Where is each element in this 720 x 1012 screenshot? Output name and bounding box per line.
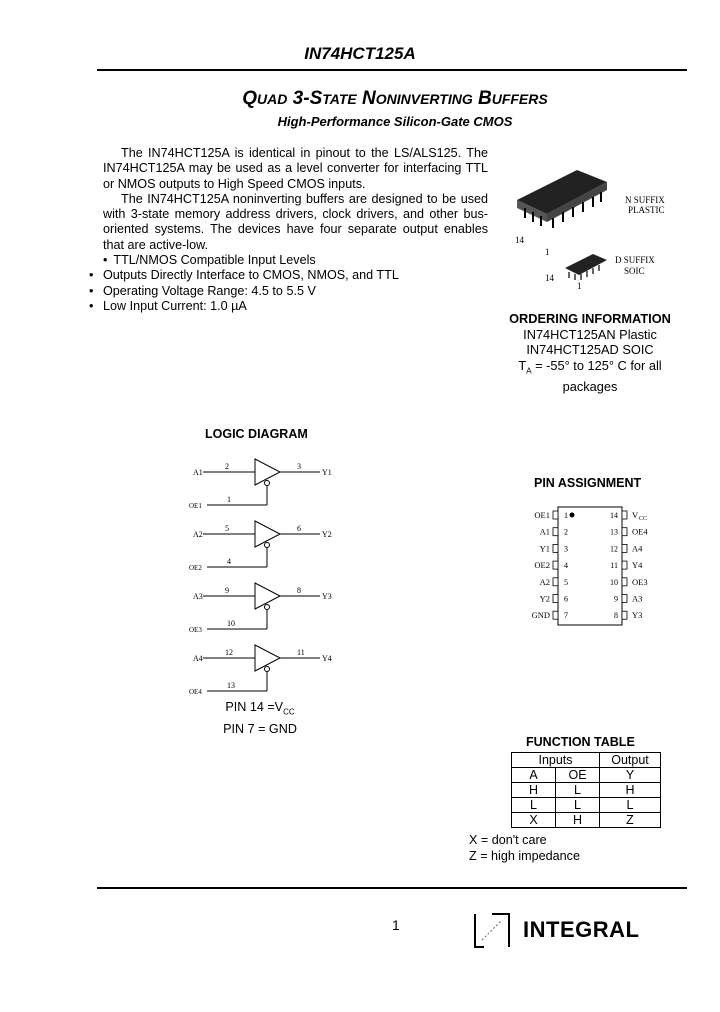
n-suffix-label: N SUFFIX <box>625 195 665 205</box>
ordering-line: IN74HCT125AD SOIC <box>526 342 654 357</box>
pin-right <box>610 527 648 537</box>
d-suffix-label: D SUFFIX <box>615 255 655 265</box>
enable-bubble <box>265 481 270 486</box>
enable-bubble <box>265 667 270 672</box>
table-cell: X <box>512 813 556 828</box>
d-type-label: SOIC <box>624 266 645 276</box>
output-header: Output <box>600 753 661 768</box>
dip-pin1-label: 1 <box>545 247 550 257</box>
pin-name: OE3 <box>632 576 648 587</box>
title-part: Q <box>242 88 258 109</box>
ordering-info <box>490 311 690 394</box>
pin14-note <box>205 699 315 721</box>
pin-number: 10 <box>610 577 618 587</box>
table-cell: L <box>512 798 556 813</box>
pin-right <box>610 510 647 522</box>
pin-number: 13 <box>610 527 618 537</box>
table-row <box>512 783 661 798</box>
dip-pin14-label: 14 <box>515 235 524 245</box>
title-part: N <box>356 88 376 109</box>
title-part: B <box>472 88 492 109</box>
pin-assignment-diagram <box>520 505 670 627</box>
enable-bubble <box>265 605 270 610</box>
header-rule <box>97 69 687 71</box>
col-a: A <box>512 768 556 783</box>
title-part: 3-S <box>287 88 323 109</box>
pin-name: OE4 <box>632 526 648 537</box>
gate-output-pin: 11 <box>297 648 305 657</box>
pin-left <box>540 527 568 537</box>
function-table-heading: FUNCTION TABLE <box>526 735 635 749</box>
pin-name: OE2 <box>534 560 550 571</box>
ordering-line: packages <box>562 378 618 394</box>
bullet: • <box>89 268 94 283</box>
gate-enable-pin: 4 <box>227 557 231 566</box>
description-para2: The IN74HCT125A noninverting buffers are designed to be used with 3-state memory address drivers, clock drivers, and other bus-oriented systems. The devices have four separate output enables that are active-low. <box>103 191 488 252</box>
subtitle: High-Performance Silicon-Gate CMOS <box>277 114 513 129</box>
pin-number: 9 <box>614 594 618 604</box>
title-part: UFFERS <box>491 91 548 107</box>
temp-sub: A <box>526 366 532 376</box>
bullet: • <box>89 298 94 313</box>
part-number-header: IN74HCT125A <box>304 44 416 63</box>
pin14-sub: CC <box>283 707 295 717</box>
inputs-header: Inputs <box>512 753 600 768</box>
col-y: Y <box>600 768 661 783</box>
pin-number: 4 <box>564 561 568 571</box>
page-number: 1 <box>392 917 400 933</box>
pin-number: 7 <box>564 611 568 621</box>
gate-input-label: A2 <box>193 530 203 539</box>
function-legend <box>469 833 580 864</box>
table-cell: H <box>512 783 556 798</box>
gate-input-pin: 2 <box>225 462 229 471</box>
pin-right <box>610 577 648 587</box>
title-part: UAD <box>257 91 288 107</box>
gate-output-pin: 8 <box>297 586 301 595</box>
logic-diagram-heading: LOGIC DIAGRAM <box>205 427 308 441</box>
ordering-line: IN74HCT125AN Plastic <box>523 326 657 342</box>
gate-enable-label: OE3 <box>189 626 202 634</box>
table-cell: L <box>600 798 661 813</box>
table-column-row <box>512 768 661 783</box>
table-cell: H <box>556 813 600 828</box>
gate-input-label: A4 <box>193 654 203 663</box>
ordering-temp <box>490 358 690 379</box>
dip-package-icon <box>517 170 607 228</box>
feature-text: Outputs Directly Interface to CMOS, NMOS, and TTL <box>103 268 399 283</box>
pin-number: 5 <box>564 577 568 587</box>
table-cell: H <box>600 783 661 798</box>
pin-name: A1 <box>539 526 550 537</box>
pin-number: 1 <box>564 511 568 520</box>
col-oe: OE <box>556 768 600 783</box>
pin-number: 12 <box>610 544 618 554</box>
pin-assignment-heading: PIN ASSIGNMENT <box>534 476 642 490</box>
title-part: TATE <box>322 91 357 107</box>
gate-enable-label: OE2 <box>189 564 202 572</box>
feature-item <box>89 283 488 299</box>
pin-left <box>534 510 568 520</box>
pin-name-sub: CC <box>639 516 648 522</box>
pin-name: GND <box>531 610 550 621</box>
pin-name: A2 <box>539 576 550 587</box>
table-row <box>512 798 661 813</box>
gate-input-label: A3 <box>193 592 203 601</box>
buffer-gate <box>189 459 332 510</box>
soic-package-icon <box>565 254 607 280</box>
pin-number: 2 <box>564 527 568 537</box>
pin-left <box>540 543 568 553</box>
feature-text: Operating Voltage Range: 4.5 to 5.5 V <box>103 283 316 298</box>
soic-pin1-label: 1 <box>577 281 582 290</box>
gate-enable-pin: 1 <box>227 495 231 504</box>
pin-number: 8 <box>614 611 618 621</box>
feature-item <box>103 253 488 268</box>
gate-input-pin: 12 <box>225 648 233 657</box>
title-part: ONINVERTING <box>375 91 473 107</box>
temp-t: T <box>518 357 527 373</box>
enable-bubble <box>265 543 270 548</box>
footer-rule <box>97 887 687 889</box>
ordering-heading: ORDERING INFORMATION <box>509 311 671 326</box>
pin-name: A4 <box>632 543 643 554</box>
feature-item <box>89 268 488 283</box>
table-header-row <box>512 753 661 768</box>
gate-output-pin: 6 <box>297 524 301 533</box>
bullet: • <box>103 253 108 268</box>
pin-note <box>205 699 315 737</box>
gate-input-pin: 5 <box>225 524 229 533</box>
pin-number: 14 <box>610 511 618 520</box>
feature-item <box>89 298 488 314</box>
gate-input-pin: 9 <box>225 586 229 595</box>
description-para1: The IN74HCT125A is identical in pinout to the LS/ALS125. The IN74HCT125A may be used as a level converter for interfacing TTL or NMOS outputs to High Speed CMOS inputs. <box>103 146 488 191</box>
pin-name: Y2 <box>539 593 550 604</box>
pin-right <box>614 610 642 620</box>
package-illustrations <box>505 160 685 290</box>
legend-x: X = don't care <box>469 833 547 847</box>
pin7-note: PIN 7 = GND <box>223 721 297 736</box>
pin-right <box>610 543 643 553</box>
gate-enable-pin: 13 <box>227 681 235 690</box>
pin-name: V <box>632 510 639 520</box>
pin-name: Y4 <box>632 560 643 571</box>
buffer-gate <box>189 521 332 572</box>
brand-name: INTEGRAL <box>523 917 640 942</box>
bullet: • <box>89 283 94 298</box>
pin-left <box>534 560 568 570</box>
integral-logo-icon <box>472 910 514 950</box>
pin-number: 3 <box>564 544 568 554</box>
gate-enable-label: OE1 <box>189 502 202 510</box>
pin14-text: PIN 14 =V <box>225 700 284 714</box>
table-cell: L <box>556 798 600 813</box>
legend-z: Z = high impedance <box>469 848 580 863</box>
buffer-gate <box>189 583 332 634</box>
pin-name: Y3 <box>632 610 643 621</box>
pin-name: A3 <box>632 593 643 604</box>
table-cell: Z <box>600 813 661 828</box>
description <box>89 146 488 314</box>
gate-input-label: A1 <box>193 468 203 477</box>
pin-right <box>610 560 643 570</box>
temp-range: = -55° to 125° C for all <box>531 357 662 373</box>
table-row <box>512 813 661 828</box>
buffer-gate <box>189 645 332 696</box>
logic-diagram <box>185 455 345 700</box>
soic-pin14-label: 14 <box>545 273 554 283</box>
pin-number: 6 <box>564 594 568 604</box>
pin-left <box>540 577 568 587</box>
feature-list <box>89 253 488 314</box>
pin-right <box>614 594 642 604</box>
gate-output-pin: 3 <box>297 462 301 471</box>
gate-output-label: Y3 <box>322 592 332 601</box>
pin-left <box>540 594 568 604</box>
gate-output-label: Y4 <box>322 654 332 663</box>
n-type-label: PLASTIC <box>628 205 665 215</box>
gate-enable-label: OE4 <box>189 688 202 696</box>
pin-name: OE1 <box>534 510 550 520</box>
pin-name: Y1 <box>539 543 550 554</box>
pin1-marker <box>570 513 575 518</box>
gate-enable-pin: 10 <box>227 619 235 628</box>
feature-text: Low Input Current: 1.0 µA <box>103 298 247 313</box>
gate-output-label: Y1 <box>322 468 332 477</box>
feature-text: TTL/NMOS Compatible Input Levels <box>113 253 316 268</box>
table-cell: L <box>556 783 600 798</box>
gate-output-label: Y2 <box>322 530 332 539</box>
page-title <box>180 88 610 110</box>
pin-number: 11 <box>610 561 618 571</box>
function-table <box>511 752 661 828</box>
pin-left <box>532 610 568 620</box>
